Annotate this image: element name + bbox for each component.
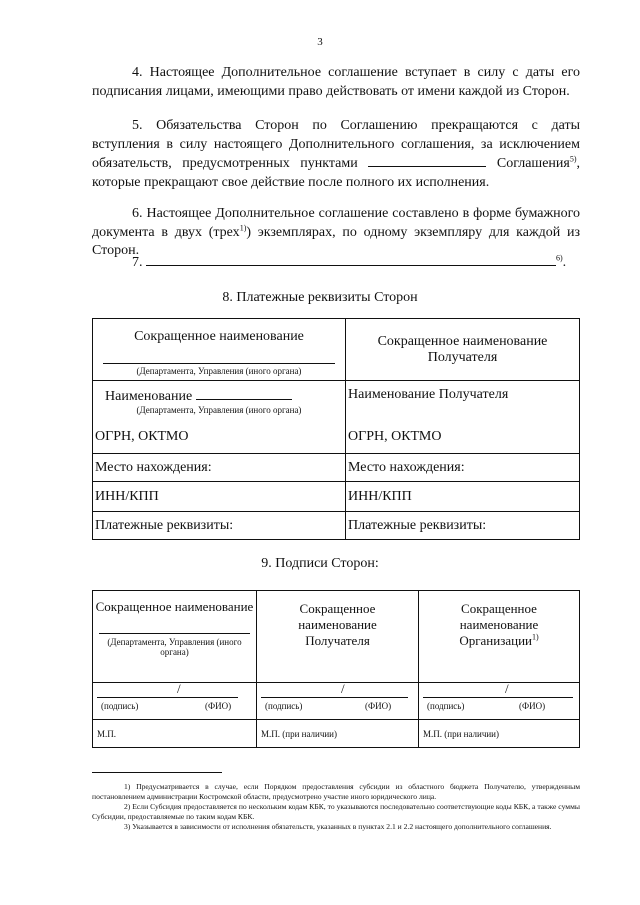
left-header-subtitle: (Департамента, Управления (иного органа) <box>136 366 302 376</box>
slash-2: / <box>341 681 345 696</box>
right-payment: Платежные реквизиты: <box>346 512 580 540</box>
sign-col1-subtitle: (Департамента, Управления (иного органа) <box>107 637 242 657</box>
left-header-title: Сокращенное наименование <box>134 329 304 344</box>
slash-3: / <box>505 681 509 696</box>
left-name-blank[interactable] <box>196 387 292 400</box>
page-number: 3 <box>317 36 323 48</box>
signature-line-3[interactable] <box>423 697 573 698</box>
paragraph-5-start: 5. Обязательства Сторон по Соглашению прекращаются с даты вступления в силу настоящего Дополнительного соглашения, за исключением обязательств, предусмотренных пунктами <box>92 118 580 171</box>
left-name-cell <box>93 381 346 454</box>
paragraph-7-dot: . <box>562 255 567 270</box>
fio-label-1: (ФИО) <box>205 701 232 711</box>
paragraph-6-start: 6. Настоящее Дополнительное соглашение составлено в форме бумажного документа в двух (трех <box>92 206 580 240</box>
fio-label-3: (ФИО) <box>519 701 546 711</box>
left-ogrn: ОГРН, ОКТМО <box>95 429 189 444</box>
sign-col3-signature <box>419 683 580 720</box>
stamp-1: М.П. <box>93 720 257 748</box>
paragraph-7-label: 7. <box>132 255 143 270</box>
signature-line-1[interactable] <box>97 697 238 698</box>
paragraph-7 <box>92 253 580 273</box>
paragraph-5 <box>92 117 580 192</box>
signature-line-2[interactable] <box>261 697 408 698</box>
sign-label-3: (подпись) <box>427 701 465 711</box>
right-inn: ИНН/КПП <box>346 482 580 512</box>
sign-col1-title: Сокращенное наименование <box>95 599 254 614</box>
right-name-label: Наименование Получателя <box>348 387 509 402</box>
sign-label-2: (подпись) <box>265 701 303 711</box>
left-header-cell <box>93 319 346 381</box>
footnote-3: 3) Указывается в зависимости от исполнения обязательств, указанных в пунктах 2.1 и 2.2 настоящего дополнительного соглашения. <box>124 822 552 831</box>
sign-col3-title <box>419 601 579 649</box>
footnote-ref-5: 5) <box>569 154 577 164</box>
footnote-1: 1) Предусматривается в случае, если Порядком предоставления субсидии из областного бюджета Получателю, утвержденным постановлением администрации Костромской области, предусмотрено участие иного юридического лица. <box>92 782 580 801</box>
paragraph-4-text: 4. Настоящее Дополнительное соглашение вступает в силу с даты его подписания лицами, имеющими право действовать от имени каждой из Сторон. <box>92 65 580 99</box>
left-payment: Платежные реквизиты: <box>93 512 346 540</box>
left-location: Место нахождения: <box>93 454 346 482</box>
sign-col1-header <box>93 591 257 683</box>
right-name-cell <box>346 381 580 454</box>
right-location: Место нахождения: <box>346 454 580 482</box>
paragraph-4 <box>92 64 580 101</box>
sign-col1-signature <box>93 683 257 720</box>
left-name-label: Наименование <box>105 389 193 404</box>
footnote-2: 2) Если Субсидия предоставляется по нескольким кодам КБК, то указываются последовательно соответствующие коды КБК, а также суммы Субсидии, предоставляемые по таким кодам КБК. <box>92 802 580 821</box>
left-name-subtitle: (Департамента, Управления (иного органа) <box>136 405 302 415</box>
footnote-ref-6: 6) <box>556 253 563 263</box>
footnote-divider <box>92 772 222 773</box>
sign-col3-footnote-ref: 1) <box>532 632 539 642</box>
right-header-cell <box>346 319 580 381</box>
stamp-2: М.П. (при наличии) <box>257 720 419 748</box>
payment-details-table <box>92 318 580 540</box>
left-inn: ИНН/КПП <box>93 482 346 512</box>
sign-col3-header <box>419 591 580 683</box>
sign-label-1: (подпись) <box>101 701 139 711</box>
signatures-table <box>92 590 580 748</box>
sign-col2-header <box>257 591 419 683</box>
footnote-ref-1: 1) <box>239 222 247 232</box>
clause-blank[interactable] <box>368 154 486 167</box>
paragraph-5-mid: Соглашения <box>496 156 570 171</box>
paragraph-6-end: ) экземплярах, по одному экземпляру для каждой из Сторон. <box>92 224 580 258</box>
section-8-title: 8. Платежные реквизиты Сторон <box>222 290 418 305</box>
sign-col3-title-text: Сокращенное наименование Организации <box>459 601 539 648</box>
sign-col2-title: Сокращенное наименование Получателя <box>298 601 377 648</box>
section-9-title: 9. Подписи Сторон: <box>261 556 379 571</box>
slash-1: / <box>177 681 181 696</box>
paragraph-7-blank[interactable] <box>146 253 556 266</box>
right-header-title: Сокращенное наименование Получателя <box>377 333 548 365</box>
paragraph-5-end: , которые прекращают свое действие после полного их исполнения. <box>92 156 581 190</box>
stamp-3: М.П. (при наличии) <box>419 720 580 748</box>
fio-label-2: (ФИО) <box>365 701 392 711</box>
sign-col2-signature <box>257 683 419 720</box>
right-ogrn: ОГРН, ОКТМО <box>348 429 442 444</box>
